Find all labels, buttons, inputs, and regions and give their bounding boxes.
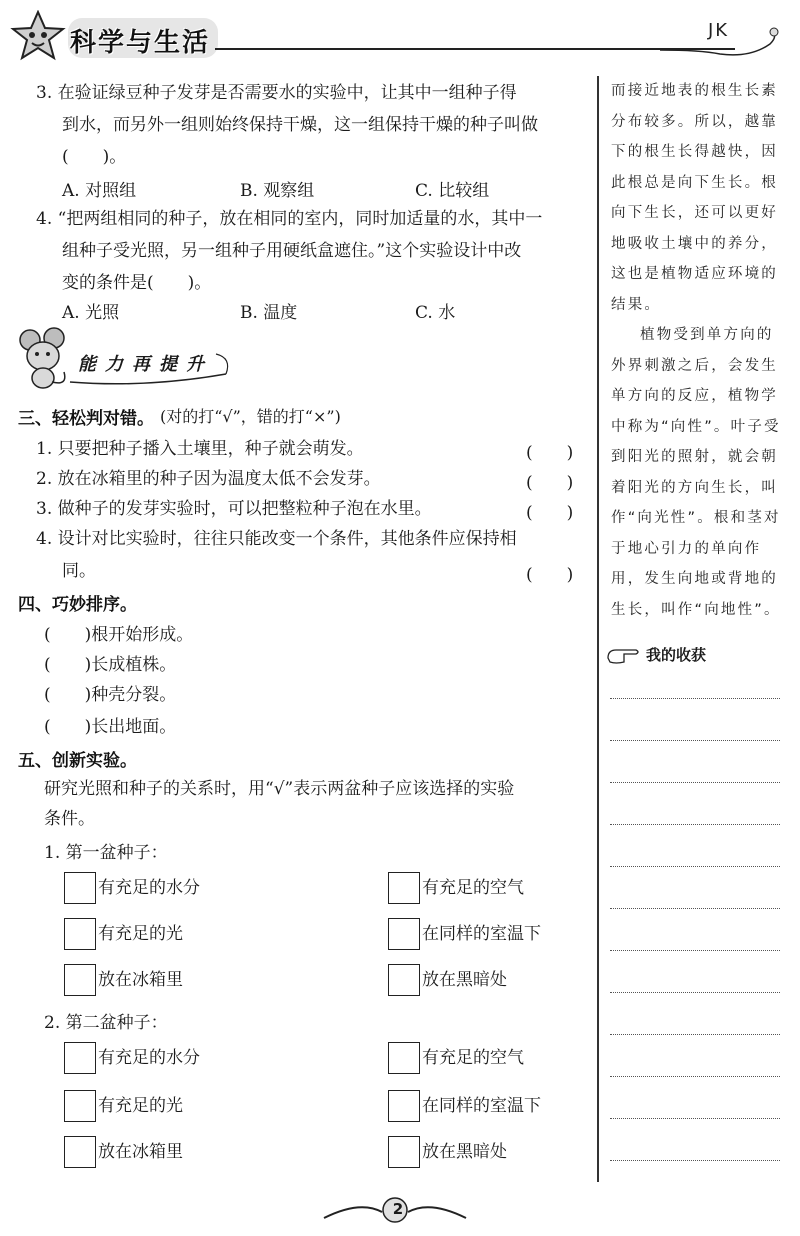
harvest-line-4[interactable] [610, 824, 780, 825]
harvest-line-9[interactable] [610, 1034, 780, 1035]
pot-1-checkbox-water[interactable] [64, 872, 96, 904]
star-mascot-icon [10, 10, 66, 62]
pot-2-label-air: 有充足的空气 [422, 1048, 524, 1068]
order-item-4[interactable]: ( )长出地面。 [44, 717, 177, 737]
question-4-line-3: 变的条件是( )。 [62, 273, 212, 293]
page-header [0, 0, 800, 70]
sidebar-notes [597, 76, 789, 1182]
section-3-title: 三、轻松判对错。 [18, 409, 154, 429]
pot-2-checkbox-air[interactable] [388, 1042, 420, 1074]
harvest-line-1[interactable] [610, 698, 780, 699]
order-item-1[interactable]: ( )根开始形成。 [44, 625, 194, 645]
banner-title: 能力再提升 [78, 354, 213, 375]
question-4-option-c: C. 水 [415, 303, 456, 323]
sidebar-paragraph-1: 而接近地表的根生长素分布较多。所以，越靠下的根生长得越快，因此根总是向下生长。根向下生长，还可以更好地吸收土壤中的养分，这也是植物适应环境的结果。 [611, 83, 778, 313]
pot-1-checkbox-light[interactable] [64, 918, 96, 950]
question-4-line-1: 4. “把两组相同的种子，放在相同的室内，同时加适量的水，其中一 [36, 209, 543, 229]
sidebar-text [611, 76, 787, 625]
pot-1-label-water: 有充足的水分 [98, 878, 200, 898]
question-3-line-2: 到水，而另外一组则始终保持干燥，这一组保持干燥的种子叫做 [62, 115, 538, 135]
pot-1-label-light: 有充足的光 [98, 924, 183, 944]
section-4-title: 四、巧妙排序。 [18, 595, 137, 615]
pot-2-label-room-temp: 在同样的室温下 [422, 1096, 541, 1116]
harvest-line-12[interactable] [610, 1160, 780, 1161]
pot-1-label-air: 有充足的空气 [422, 878, 524, 898]
harvest-line-5[interactable] [610, 866, 780, 867]
page-number: 2 [392, 1200, 404, 1218]
harvest-line-3[interactable] [610, 782, 780, 783]
judge-answer-1[interactable]: ( ) [526, 443, 574, 463]
harvest-line-2[interactable] [610, 740, 780, 741]
order-item-3[interactable]: ( )种壳分裂。 [44, 685, 177, 705]
pot-1-checkbox-dark[interactable] [388, 964, 420, 996]
pot-2-checkbox-dark[interactable] [388, 1136, 420, 1168]
mouse-mascot-icon [14, 326, 74, 392]
pot-2-label-light: 有充足的光 [98, 1096, 183, 1116]
judge-item-4: 4. 设计对比实验时，往往只能改变一个条件，其他条件应保持相 [36, 529, 517, 549]
harvest-line-8[interactable] [610, 992, 780, 993]
pot-1-checkbox-room-temp[interactable] [388, 918, 420, 950]
judge-answer-2[interactable]: ( ) [526, 473, 574, 493]
header-rule [215, 48, 735, 50]
harvest-line-7[interactable] [610, 950, 780, 951]
judge-answer-3[interactable]: ( ) [526, 503, 574, 523]
judge-item-3: 3. 做种子的发芽实验时，可以把整粒种子泡在水里。 [36, 499, 432, 519]
sidebar-paragraph-2: 植物受到单方向的外界刺激之后，会发生单方向的反应，植物学中称为“向性”。叶子受到阳光的照射，就会朝着阳光的方向生长，叫作“向光性”。根和茎对于地心引力的单向作用，发生向地或背地的生长，叫作“向地性”。 [611, 327, 781, 618]
pot-2-label-fridge: 放在冰箱里 [98, 1142, 183, 1162]
pot-1-checkbox-air[interactable] [388, 872, 420, 904]
header-code: JK [708, 20, 730, 41]
section-5-title: 五、创新实验。 [18, 751, 137, 771]
section-5-intro-1: 研究光照和种子的关系时，用“√”表示两盆种子应该选择的实验 [44, 779, 515, 799]
pot-2-label: 2. 第二盆种子： [44, 1013, 168, 1033]
question-3-option-c: C. 比较组 [415, 181, 490, 201]
pot-1-label-dark: 放在黑暗处 [422, 970, 507, 990]
order-item-2[interactable]: ( )长成植株。 [44, 655, 177, 675]
pot-2-label-water: 有充足的水分 [98, 1048, 200, 1068]
harvest-line-6[interactable] [610, 908, 780, 909]
section-3-note: (对的打“√”，错的打“×”) [160, 407, 341, 426]
pot-1-label-room-temp: 在同样的室温下 [422, 924, 541, 944]
pot-2-checkbox-room-temp[interactable] [388, 1090, 420, 1122]
pot-2-checkbox-water[interactable] [64, 1042, 96, 1074]
pointing-hand-icon [606, 644, 642, 666]
pot-1-checkbox-fridge[interactable] [64, 964, 96, 996]
question-4-option-b: B. 温度 [240, 303, 298, 323]
judge-item-4-cont: 同。 [62, 561, 96, 581]
question-3-line-3: ( )。 [62, 147, 127, 167]
pot-1-label: 1. 第一盆种子： [44, 843, 168, 863]
section-5-intro-2: 条件。 [44, 809, 95, 829]
harvest-line-11[interactable] [610, 1118, 780, 1119]
judge-item-1: 1. 只要把种子播入土壤里，种子就会萌发。 [36, 439, 364, 459]
harvest-line-10[interactable] [610, 1076, 780, 1077]
question-3-option-b: B. 观察组 [240, 181, 315, 201]
pot-2-label-dark: 放在黑暗处 [422, 1142, 507, 1162]
pot-2-checkbox-light[interactable] [64, 1090, 96, 1122]
question-4-line-2: 组种子受光照，另一组种子用硬纸盒遮住。”这个实验设计中改 [62, 241, 522, 261]
judge-answer-4[interactable]: ( ) [526, 565, 574, 585]
harvest-label: 我的收获 [646, 646, 707, 664]
question-4-option-a: A. 光照 [62, 303, 120, 323]
pot-2-checkbox-fridge[interactable] [64, 1136, 96, 1168]
pot-1-label-fridge: 放在冰箱里 [98, 970, 183, 990]
question-3-option-a: A. 对照组 [62, 181, 137, 201]
brand-title: 科学与生活 [70, 28, 211, 58]
judge-item-2: 2. 放在冰箱里的种子因为温度太低不会发芽。 [36, 469, 381, 489]
question-3-line-1: 3. 在验证绿豆种子发芽是否需要水的实验中，让其中一组种子得 [36, 83, 517, 103]
